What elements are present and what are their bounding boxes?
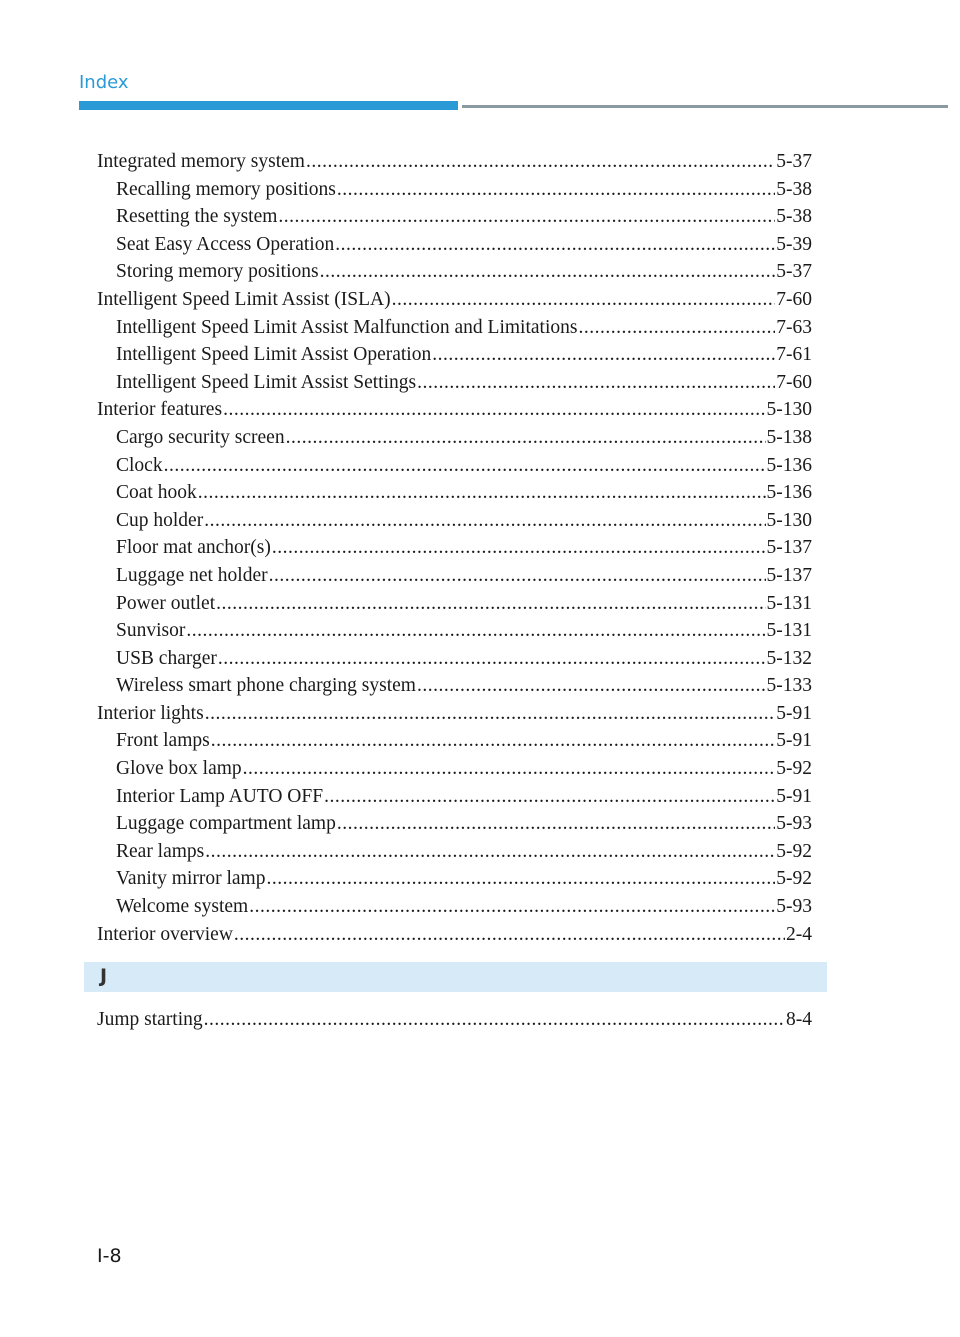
entry-label: Integrated memory system <box>97 151 305 172</box>
entry-page-ref: 5-130 <box>766 509 812 531</box>
entry-label: Vanity mirror lamp <box>116 868 266 890</box>
index-list-j <box>97 1006 812 1034</box>
dot-leader <box>286 424 766 452</box>
index-subentry <box>97 258 812 286</box>
index-subentry <box>97 645 812 673</box>
index-subentry <box>97 424 812 452</box>
index-subentry <box>97 810 812 838</box>
index-entry <box>97 921 812 949</box>
entry-label: Welcome system <box>116 896 249 918</box>
entry-page-ref: 5-91 <box>776 785 812 807</box>
entry-label: Intelligent Speed Limit Assist Settings <box>116 371 417 393</box>
entry-label: Cup holder <box>116 509 204 531</box>
index-subentry <box>97 562 812 590</box>
entry-label: Seat Easy Access Operation <box>116 233 335 255</box>
dot-leader <box>269 562 766 590</box>
entry-page-ref: 5-93 <box>776 896 812 918</box>
entry-label: Floor mat anchor(s) <box>116 537 271 559</box>
index-entry <box>97 1006 812 1034</box>
index-subentry <box>97 534 812 562</box>
page-header-title: Index <box>79 72 129 93</box>
index-subentry <box>97 452 812 480</box>
entry-page-ref: 5-137 <box>766 537 812 559</box>
dot-leader <box>320 258 776 286</box>
section-header-j <box>84 962 827 992</box>
entry-page-ref: 5-92 <box>776 840 812 862</box>
dot-leader <box>337 810 775 838</box>
dot-leader <box>205 700 776 728</box>
entry-page-ref: 5-133 <box>766 675 812 697</box>
index-subentry <box>97 479 812 507</box>
entry-page-ref: 8-4 <box>786 1009 812 1030</box>
entry-label: Luggage net holder <box>116 564 268 586</box>
entry-label: Power outlet <box>116 592 216 614</box>
index-entry <box>97 700 812 728</box>
entry-label: USB charger <box>116 647 217 669</box>
index-subentry <box>97 590 812 618</box>
dot-leader <box>417 672 766 700</box>
dot-leader <box>337 176 775 204</box>
entry-label: Cargo security screen <box>116 426 285 448</box>
dot-leader <box>205 838 775 866</box>
index-subentry <box>97 727 812 755</box>
entry-label: Recalling memory positions <box>116 178 336 200</box>
index-subentry <box>97 203 812 231</box>
dot-leader <box>186 617 765 645</box>
dot-leader <box>204 507 765 535</box>
dot-leader <box>204 1006 785 1034</box>
entry-page-ref: 5-93 <box>776 813 812 835</box>
entry-page-ref: 5-138 <box>766 426 812 448</box>
dot-leader <box>306 148 775 176</box>
index-subentry <box>97 617 812 645</box>
index-entry <box>97 148 812 176</box>
index-subentry <box>97 755 812 783</box>
dot-leader <box>164 452 766 480</box>
entry-page-ref: 5-38 <box>776 206 812 228</box>
dot-leader <box>216 590 765 618</box>
entry-page-ref: 7-61 <box>776 344 812 366</box>
dot-leader <box>218 645 766 673</box>
entry-page-ref: 7-60 <box>776 288 812 310</box>
entry-page-ref: 5-91 <box>776 702 812 724</box>
entry-label: Storing memory positions <box>116 261 319 283</box>
entry-label: Intelligent Speed Limit Assist Malfunction and Limitations <box>116 316 578 338</box>
entry-label: Luggage compartment lamp <box>116 813 336 835</box>
entry-label: Interior lights <box>97 702 204 724</box>
entry-page-ref: 5-92 <box>776 868 812 890</box>
entry-label: Wireless smart phone charging system <box>116 675 416 697</box>
entry-page-ref: 5-131 <box>766 620 812 642</box>
entry-page-ref: 5-39 <box>776 233 812 255</box>
entry-label: Coat hook <box>116 482 197 504</box>
entry-label: Interior overview <box>97 923 233 945</box>
entry-page-ref: 7-60 <box>776 371 812 393</box>
entry-page-ref: 5-132 <box>766 647 812 669</box>
entry-page-ref: 5-130 <box>766 399 812 421</box>
entry-page-ref: 7-63 <box>776 316 812 338</box>
index-subentry <box>97 865 812 893</box>
entry-label: Resetting the system <box>116 206 278 228</box>
page-number: I-8 <box>97 1245 122 1267</box>
entry-page-ref: 5-136 <box>766 482 812 504</box>
dot-leader <box>266 865 775 893</box>
entry-page-ref: 5-38 <box>776 178 812 200</box>
dot-leader <box>324 783 775 811</box>
entry-label: Clock <box>116 454 163 476</box>
entry-label: Sunvisor <box>116 620 186 642</box>
entry-page-ref: 5-131 <box>766 592 812 614</box>
entry-label: Interior features <box>97 399 223 421</box>
entry-label: Rear lamps <box>116 840 205 862</box>
dot-leader <box>417 369 775 397</box>
dot-leader <box>278 203 775 231</box>
dot-leader <box>335 231 775 259</box>
index-subentry <box>97 838 812 866</box>
index-subentry <box>97 341 812 369</box>
index-subentry <box>97 783 812 811</box>
index-subentry <box>97 231 812 259</box>
index-entry <box>97 286 812 314</box>
index-entry <box>97 396 812 424</box>
entry-label: Glove box lamp <box>116 758 242 780</box>
dot-leader <box>272 534 766 562</box>
entry-page-ref: 5-92 <box>776 758 812 780</box>
entry-page-ref: 5-37 <box>776 261 812 283</box>
dot-leader <box>223 396 765 424</box>
entry-page-ref: 5-91 <box>776 730 812 752</box>
header-rule-gray <box>462 105 948 108</box>
dot-leader <box>211 727 776 755</box>
entry-page-ref: 5-136 <box>766 454 812 476</box>
index-subentry <box>97 672 812 700</box>
dot-leader <box>198 479 766 507</box>
entry-page-ref: 2-4 <box>786 923 812 945</box>
entry-label: Jump starting <box>97 1009 203 1030</box>
dot-leader <box>392 286 776 314</box>
dot-leader <box>432 341 775 369</box>
dot-leader <box>243 755 776 783</box>
entry-page-ref: 5-37 <box>776 151 812 172</box>
entry-label: Intelligent Speed Limit Assist (ISLA) <box>97 288 391 310</box>
dot-leader <box>249 893 775 921</box>
entry-label: Interior Lamp AUTO OFF <box>116 785 324 807</box>
index-subentry <box>97 893 812 921</box>
entry-page-ref: 5-137 <box>766 564 812 586</box>
index-subentry <box>97 369 812 397</box>
dot-leader <box>234 921 785 949</box>
index-subentry <box>97 507 812 535</box>
dot-leader <box>578 314 775 342</box>
header-rule-accent <box>79 101 458 110</box>
entry-label: Front lamps <box>116 730 210 752</box>
index-subentry <box>97 176 812 204</box>
entry-label: Intelligent Speed Limit Assist Operation <box>116 344 432 366</box>
index-list <box>97 148 812 948</box>
index-subentry <box>97 314 812 342</box>
section-letter: J <box>100 965 108 987</box>
